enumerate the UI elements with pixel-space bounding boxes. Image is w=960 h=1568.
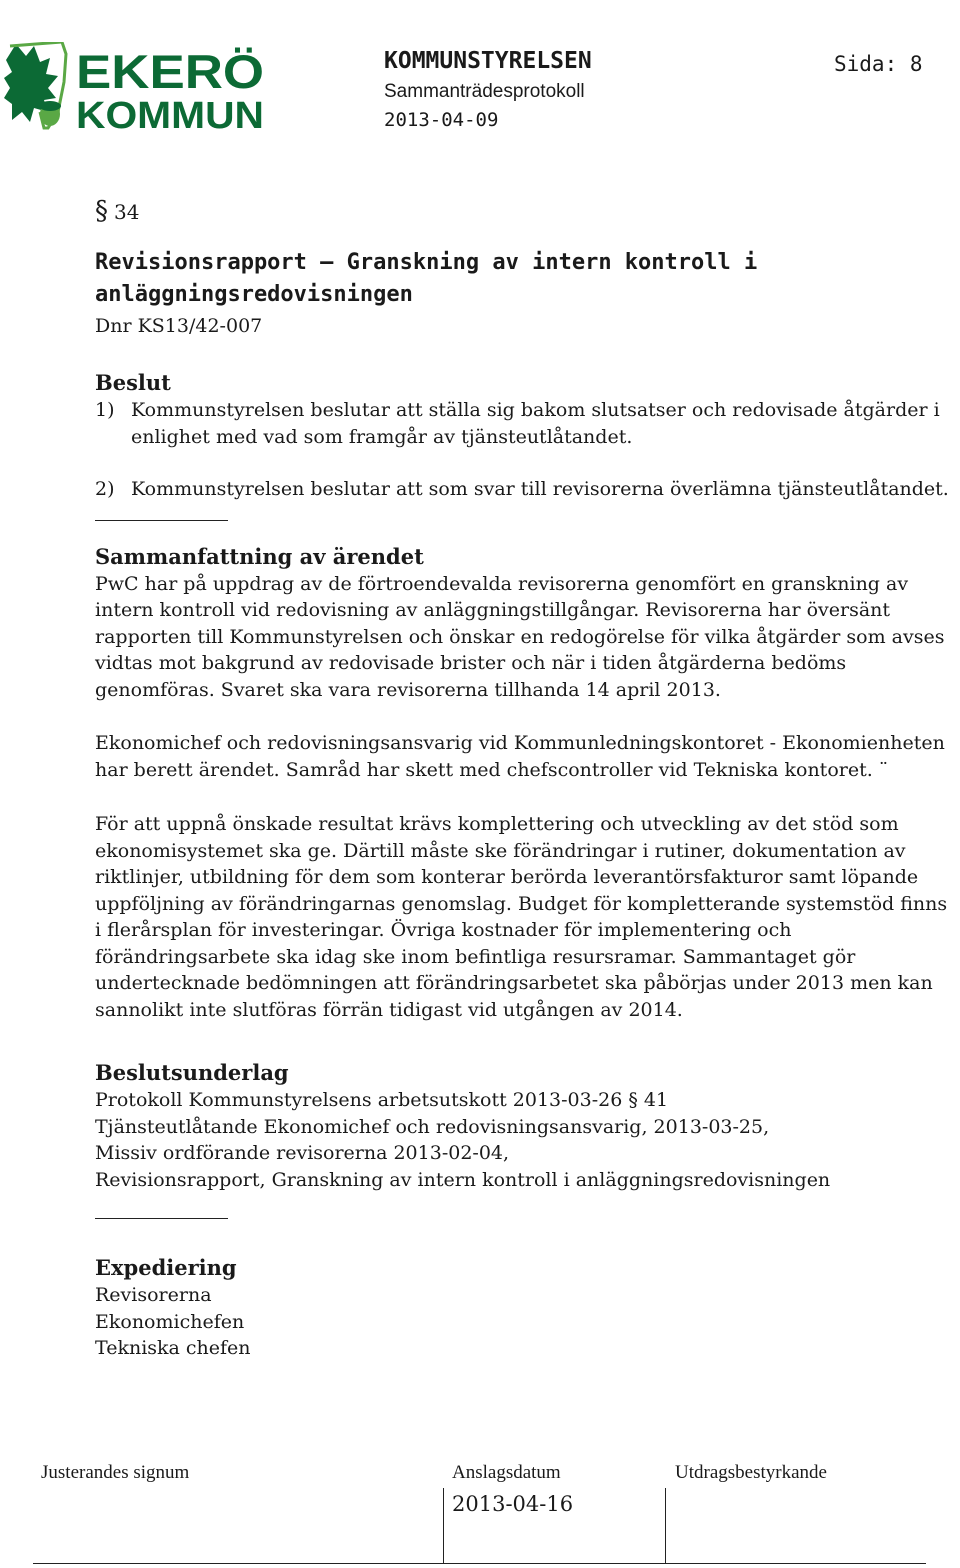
heading-expediering: Expediering [95, 1255, 237, 1281]
beslut-list [95, 397, 955, 503]
summary-paragraph: För att uppnå önskade resultat krävs komplettering och utveckling av det stöd som ekonomisystemet ska ge. Därtill måste ske förändringar i rutiner, dokumentation av riktlinjer, utbildning för dem som konterar berörda leverantörsfakturor samt löpande uppföljning av förändringarnas genomslag. Budget för kompletterande systemstöd finns i flerårsplan för investeringar. Övriga kostnader för implementering och förändringsarbete ska idag ske inom befintliga resursramar. Sammantaget gör undertecknade bedömningen att förändringsarbetet ska påbörjas under 2013 men kan sannolikt inte slutföras förrän tidigast vid utgången av 2014. [95, 813, 948, 1021]
footer-baseline [33, 1563, 926, 1564]
list-item-text: Kommunstyrelsen beslutar att ställa sig bakom slutsatser och redovisade åtgärder i enlighet med vad som framgår av tjänsteutlåtandet. [131, 399, 940, 448]
municipality-logo [4, 42, 266, 132]
header-date: 2013-04-09 [384, 109, 499, 131]
heading-beslut: Beslut [95, 370, 171, 395]
anslagsdatum-value: 2013-04-16 [452, 1492, 574, 1516]
paragraph-value: 34 [114, 200, 140, 224]
list-item-number: 1) [95, 399, 115, 421]
footer-divider [443, 1488, 444, 1563]
header-title: KOMMUNSTYRELSEN [384, 48, 592, 74]
title-line-1: Revisionsrapport – Granskning av intern kontroll i [95, 250, 758, 275]
recipient: Ekonomichefen [95, 1310, 245, 1333]
title-line-2: anläggningsredovisningen [95, 282, 413, 307]
logo-line2: KOMMUN [76, 95, 264, 132]
divider [95, 1218, 228, 1219]
recipient: Revisorerna [95, 1284, 212, 1307]
underlag-line: Protokoll Kommunstyrelsens arbetsutskott 2013-03-26 § 41 [95, 1089, 669, 1112]
signature-footer [0, 1450, 960, 1568]
underlag-line: Revisionsrapport, Granskning av intern kontroll i anläggningsredovisningen [95, 1168, 831, 1191]
header-subtitle: Sammanträdesprotokoll [384, 81, 585, 102]
paragraph-number [95, 198, 955, 225]
list-item-text: Kommunstyrelsen beslutar att som svar till revisorerna överlämna tjänsteutlåtandet. [131, 478, 949, 501]
summary-paragraph: PwC har på uppdrag av de förtroendevalda revisorerna genomfört en granskning av intern kontroll vid redovisning av anläggningstillgångar. Revisorerna har översänt rapporten till Kommunstyrelsen och önskar en redogörelse för vilka åtgärder som avses vidtas mot bakgrund av redovisade brister och när i tiden åtgärderna bedöms genomföras. Svaret ska vara revisorerna tillhanda 14 april 2013. [95, 572, 945, 701]
footer-label-anslagsdatum: Anslagsdatum [452, 1462, 561, 1483]
footer-label-justerandes: Justerandes signum [41, 1462, 190, 1483]
summary-paragraph: Ekonomichef och redovisningsansvarig vid Kommunledningskontoret - Ekonomienheten har berett ärendet. Samråd har skett med chefscontroller vid Tekniska kontoret. ¨ [95, 732, 945, 781]
document-title [95, 247, 955, 311]
list-item [95, 397, 955, 450]
underlag-line: Missiv ordförande revisorerna 2013-02-04, [95, 1142, 510, 1165]
footer-divider [665, 1488, 666, 1563]
page-number: Sida: 8 [834, 52, 923, 76]
list-item [95, 476, 955, 503]
document-body [95, 198, 955, 1362]
underlag-line: Tjänsteutlåtande Ekonomichef och redovisningsansvarig, 2013-03-25, [95, 1115, 770, 1138]
recipient: Tekniska chefen [95, 1337, 251, 1360]
heading-beslutsunderlag: Beslutsunderlag [95, 1060, 289, 1086]
divider [95, 520, 228, 521]
heading-sammanfattning: Sammanfattning av ärendet [95, 543, 424, 569]
footer-label-utdrag: Utdragsbestyrkande [675, 1462, 827, 1483]
oak-leaf-icon [4, 42, 66, 128]
paragraph-symbol: § [95, 196, 108, 226]
logo-line1: EKERÖ [76, 45, 264, 98]
list-item-number: 2) [95, 478, 115, 501]
dnr: Dnr KS13/42-007 [95, 315, 263, 337]
